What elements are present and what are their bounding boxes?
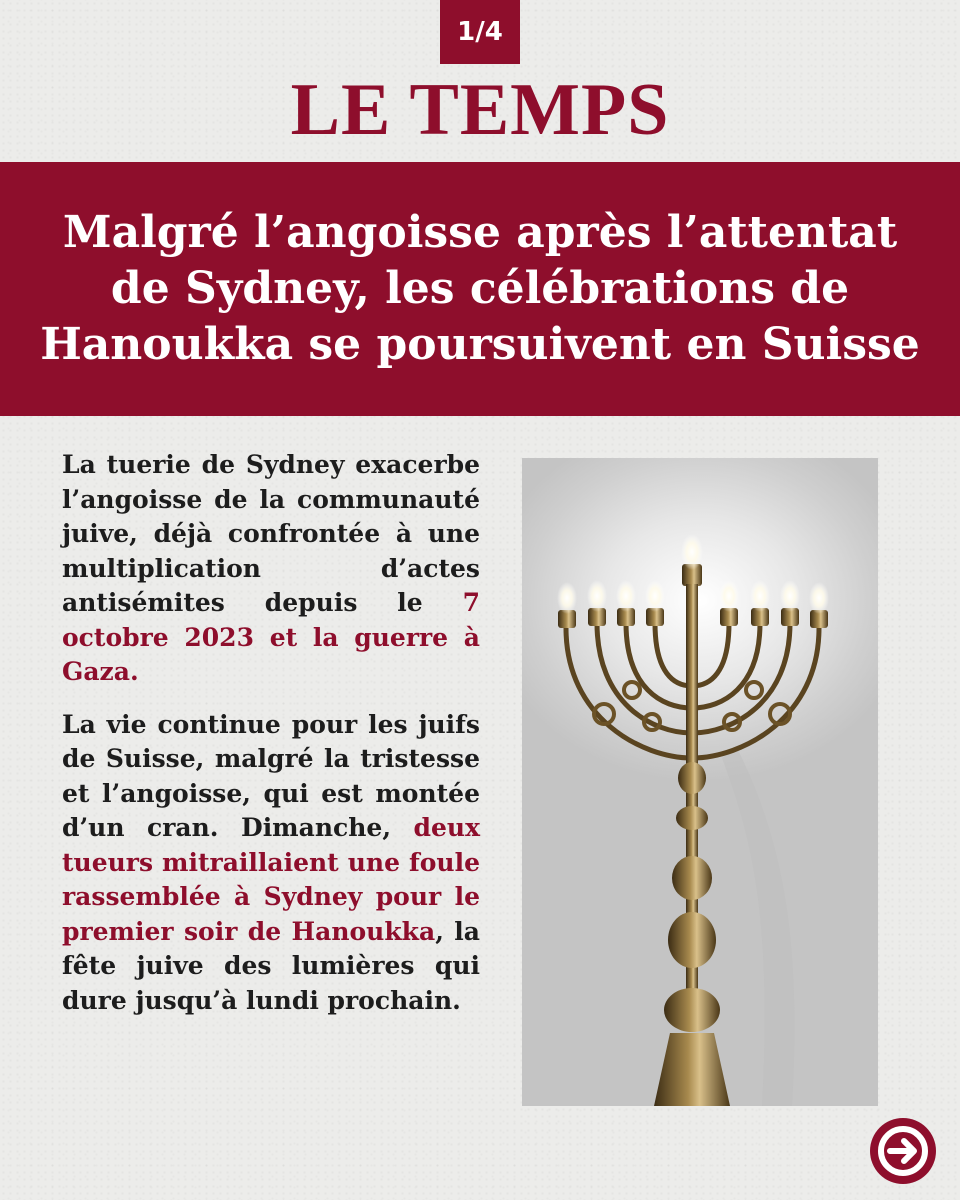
paragraph-1: [62, 448, 480, 690]
paragraph-1-highlight: 7 octobre 2023 et la guerre à Gaza.: [62, 588, 480, 686]
headline: Malgré l’angoisse après l’attentat de Sydney, les célébrations de Hanoukka se poursuivent en Suisse: [40, 207, 920, 370]
paragraph-2-text-after: , la fête juive des lumières qui dure jusqu’à lundi prochain.: [62, 916, 480, 1015]
paragraph-1-text: La tuerie de Sydney exacerbe l’angoisse de la communauté juive, déjà confrontée à une multiplication d’actes antisémites depuis le: [62, 450, 480, 617]
paragraph-2: [62, 708, 480, 1019]
paragraph-2-highlight: deux tueurs mitraillaient une foule rassemblée à Sydney pour le premier soir de Hanoukka: [62, 813, 480, 946]
article-body: [62, 448, 480, 1036]
paragraph-2-text-before: La vie continue pour les juifs de Suisse, malgré la tristesse et l’angoisse, qui est montée d’un cran. Dimanche,: [62, 709, 480, 842]
next-slide-button[interactable]: [870, 1118, 936, 1184]
headline-banner: [0, 162, 960, 416]
page-indicator: 1/4: [440, 0, 520, 64]
publication-logo: LE TEMPS: [290, 69, 670, 151]
menorah-illustration: [522, 458, 878, 1106]
arrow-right-icon: [870, 1118, 936, 1184]
menorah-photo: [522, 458, 878, 1106]
